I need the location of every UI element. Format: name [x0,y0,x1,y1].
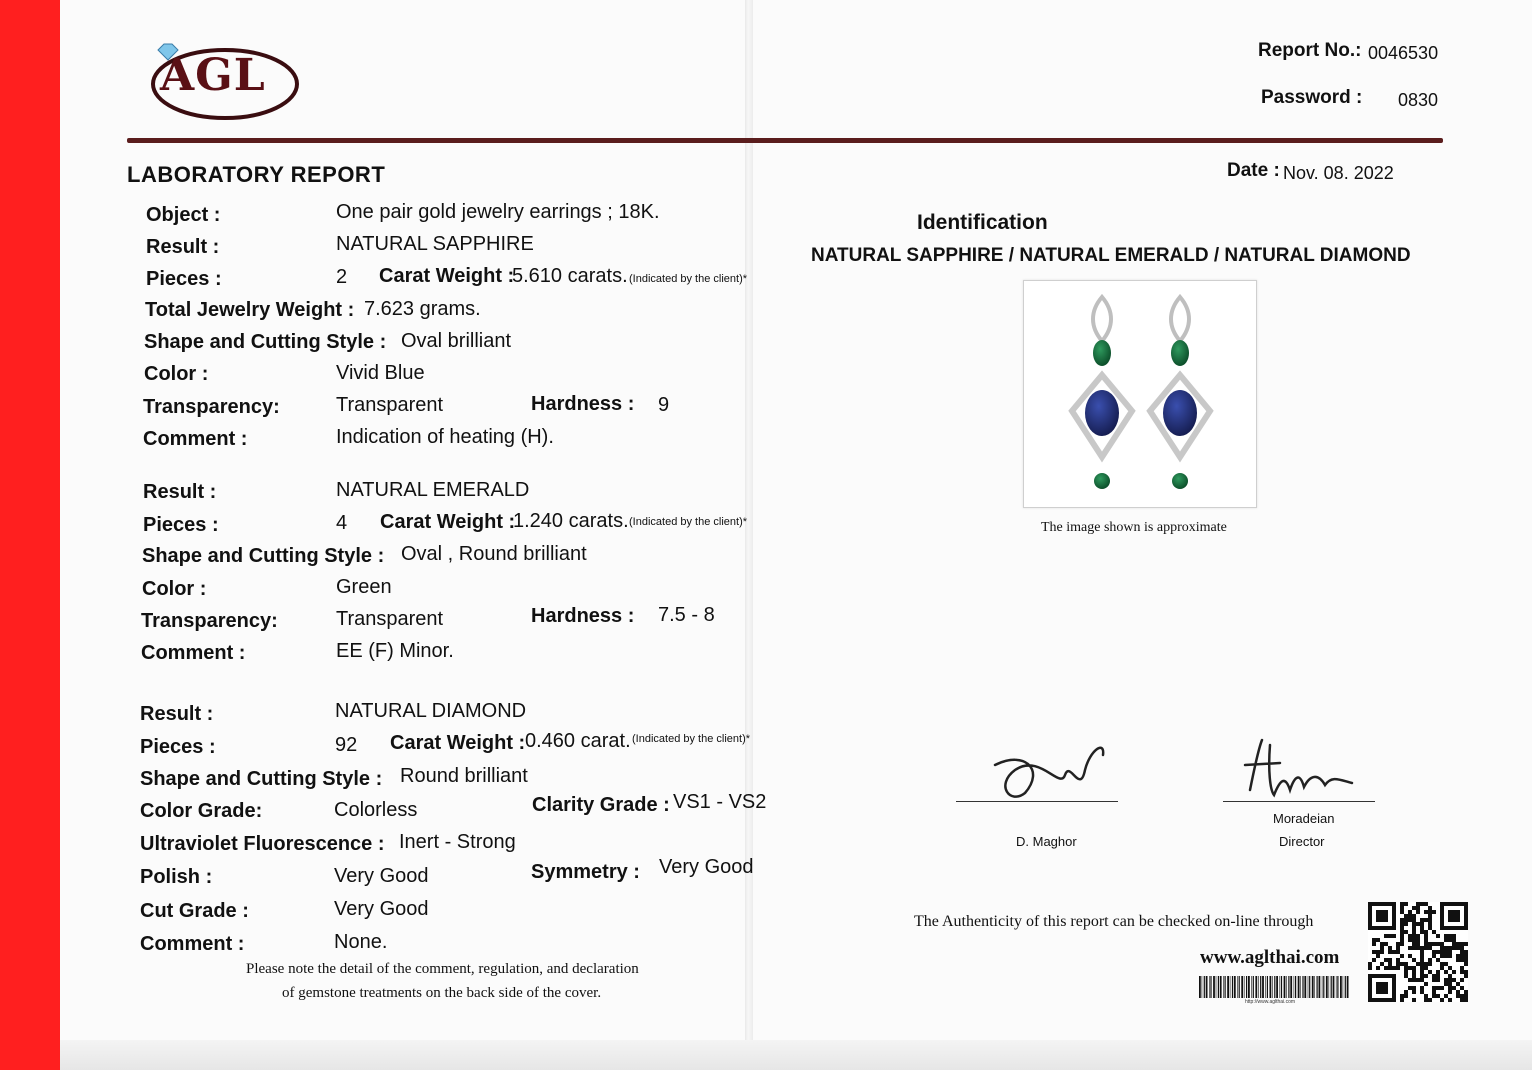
identification-value: NATURAL SAPPHIRE / NATURAL EMERALD / NATURAL DIAMOND [811,245,1411,266]
diamond-polish: Very Good [334,865,429,887]
diamond-clarity: VS1 - VS2 [673,791,767,813]
sapphire-carat: 5.610 carats. [512,265,628,287]
sapphire-carat-note: (Indicated by the client)* [629,273,748,285]
emerald-result-label: Result : [143,481,217,503]
red-background-edge [0,0,60,1070]
header-rule [127,138,1443,143]
emerald-pieces-label: Pieces : [143,514,219,536]
report-no-value: 0046530 [1368,43,1439,63]
diamond-comment: None. [334,931,388,953]
diamond-polish-label: Polish : [140,866,213,888]
diamond-symmetry-label: Symmetry : [531,861,640,883]
object-label: Object : [146,204,221,226]
emerald-result: NATURAL EMERALD [336,479,530,501]
signature-right [1240,735,1360,805]
diamond-comment-label: Comment : [140,933,245,955]
sapphire-result-label: Result : [146,236,220,258]
diamond-carat-note: (Indicated by the client)* [632,733,751,745]
emerald-pieces: 4 [336,512,348,534]
sapphire-hardness: 9 [658,394,670,416]
sapphire-result: NATURAL SAPPHIRE [336,233,534,255]
signature-left [985,735,1115,805]
password-value: 0830 [1398,90,1439,110]
emerald-transparency-label: Transparency: [141,610,278,632]
emerald-carat-note: (Indicated by the client)* [629,516,748,528]
earrings-photo [1023,280,1257,508]
diamond-color-grade-label: Color Grade: [140,800,263,822]
diamond-carat: 0.460 carat. [525,730,631,752]
page-fold [745,0,753,1070]
diamond-cut: Very Good [334,898,429,920]
barcode [1199,976,1351,998]
signature-line-left [956,801,1118,802]
sapphire-color-label: Color : [144,363,209,385]
diamond-result-label: Result : [140,703,214,725]
diamond-color-grade: Colorless [334,799,418,821]
sapphire-shape: Oval brilliant [401,330,512,352]
emerald-carat-label: Carat Weight : [380,511,516,533]
footer-note-line2: of gemstone treatments on the back side of the cover. [282,985,602,1001]
emerald-carat: 1.240 carats. [513,510,629,532]
date-value: Nov. 08. 2022 [1283,163,1394,183]
diamond-pieces: 92 [335,734,358,756]
emerald-transparency: Transparent [336,608,444,630]
earring-right [1150,297,1210,489]
footer-note-line1: Please note the detail of the comment, regulation, and declaration [246,961,639,977]
website-link[interactable]: www.aglthai.com [1200,947,1340,968]
diamond-uv: Inert - Strong [399,831,516,853]
diamond-shape: Round brilliant [400,765,528,787]
object-value: One pair gold jewelry earrings ; 18K. [336,201,660,223]
diamond-cut-label: Cut Grade : [140,900,249,922]
sapphire-comment: Indication of heating (H). [336,426,554,448]
authenticity-text: The Authenticity of this report can be checked on-line through [914,913,1314,930]
emerald-hardness-label: Hardness : [531,605,635,627]
diamond-uv-label: Ultraviolet Fluorescence : [140,833,385,855]
signatory-right-name: Moradeian [1273,811,1335,826]
sapphire-color: Vivid Blue [336,362,425,384]
emerald-color: Green [336,576,392,598]
signature-line-right [1223,801,1375,802]
emerald-color-label: Color : [142,578,207,600]
barcode-url: http://www.aglthai.com [1245,999,1296,1005]
total-weight-label: Total Jewelry Weight : [145,299,355,321]
signatory-left-name: D. Maghor [1016,834,1077,849]
qr-code[interactable] [1367,902,1469,1002]
report-title: LABORATORY REPORT [127,162,386,187]
password-label: Password : [1261,87,1363,108]
sapphire-carat-label: Carat Weight : [379,265,515,287]
earring-left [1072,297,1132,489]
image-caption: The image shown is approximate [1041,520,1227,535]
emerald-comment: EE (F) Minor. [336,640,454,662]
sapphire-comment-label: Comment : [143,428,248,450]
sapphire-hardness-label: Hardness : [531,393,635,415]
identification-title: Identification [917,211,1048,234]
sapphire-pieces: 2 [336,266,348,288]
diamond-clarity-label: Clarity Grade : [532,794,670,816]
diamond-shape-label: Shape and Cutting Style : [140,768,383,790]
diamond-pieces-label: Pieces : [140,736,216,758]
emerald-hardness: 7.5 - 8 [658,604,715,626]
sapphire-transparency: Transparent [336,394,444,416]
paper-bottom-edge [60,1040,1532,1070]
diamond-result: NATURAL DIAMOND [335,700,527,722]
logo-text: AGL [160,50,266,101]
diamond-carat-label: Carat Weight : [390,732,526,754]
sapphire-pieces-label: Pieces : [146,268,222,290]
emerald-shape-label: Shape and Cutting Style : [142,545,385,567]
date-label: Date : [1227,160,1280,181]
signatory-right-title: Director [1279,834,1325,849]
report-paper [60,0,1532,1070]
report-no-label: Report No.: [1258,40,1362,61]
emerald-shape: Oval , Round brilliant [401,543,587,565]
sapphire-shape-label: Shape and Cutting Style : [144,331,387,353]
total-weight: 7.623 grams. [364,298,481,320]
emerald-comment-label: Comment : [141,642,246,664]
sapphire-transparency-label: Transparency: [143,396,280,418]
diamond-symmetry: Very Good [659,856,754,878]
